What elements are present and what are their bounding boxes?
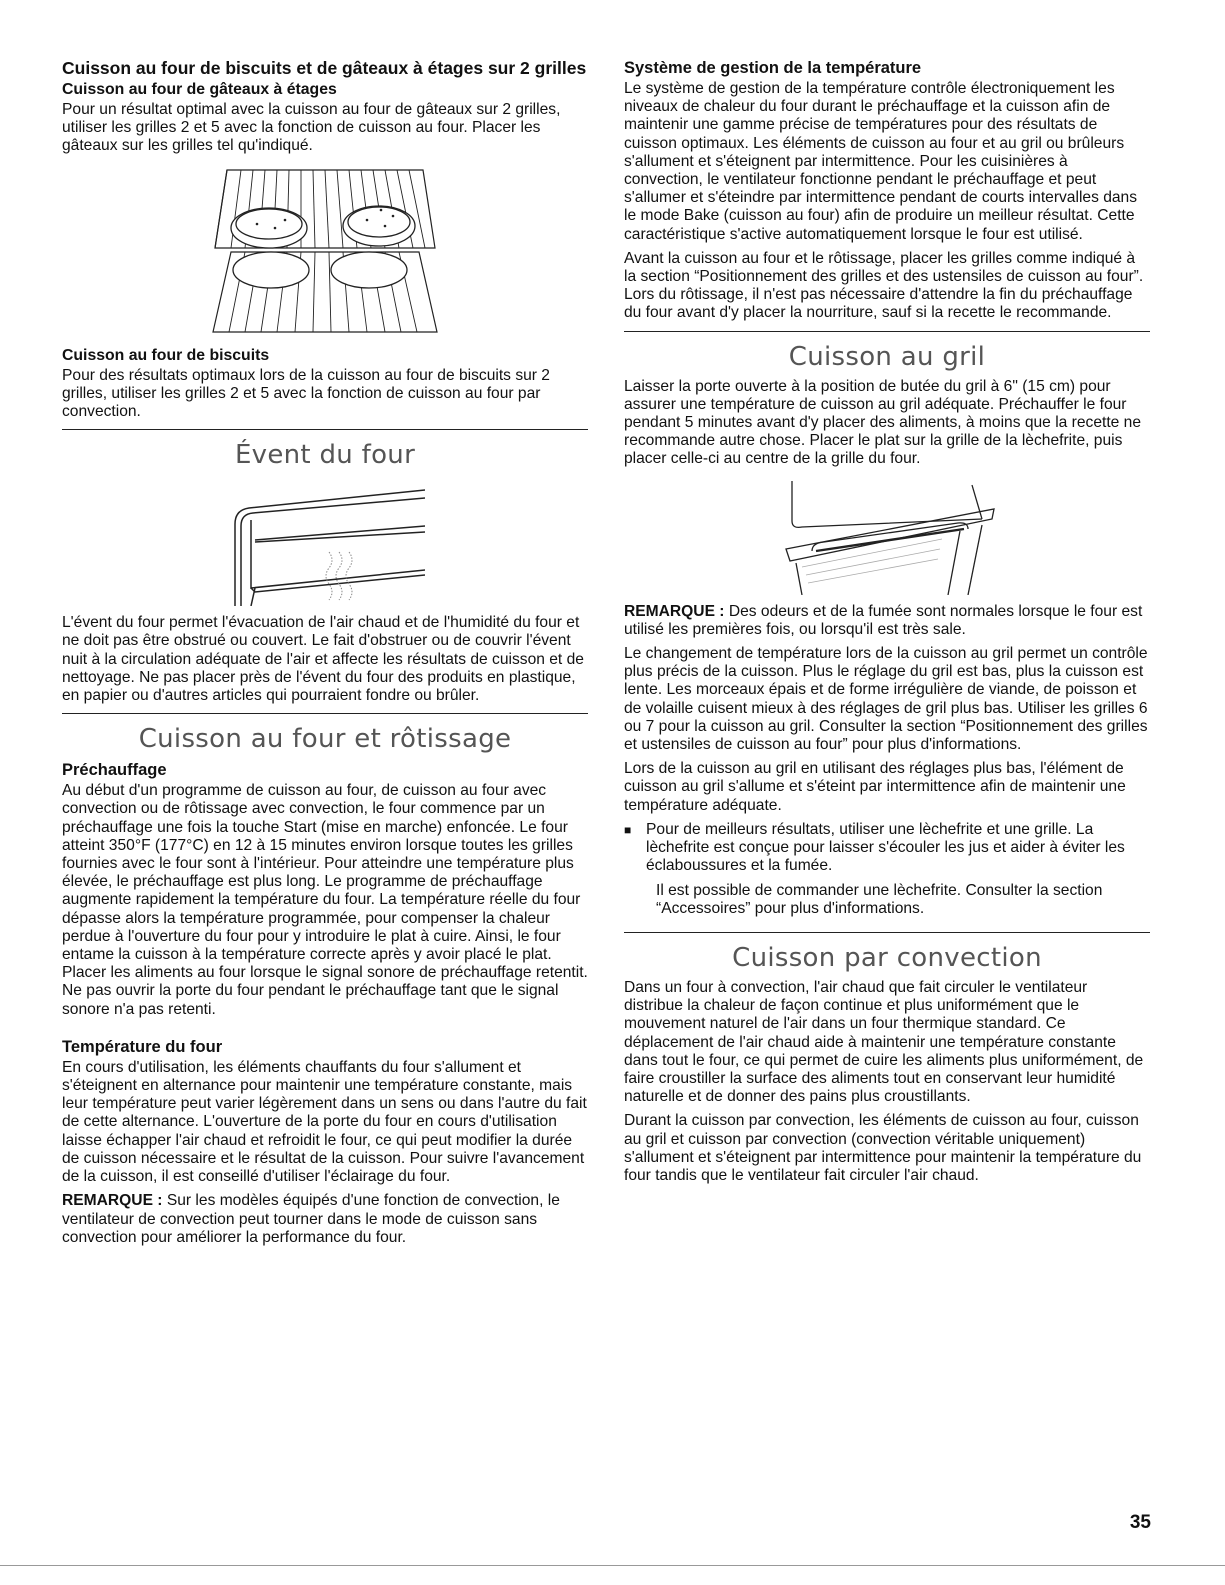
section-title-baking-roasting: Cuisson au four et rôtissage — [138, 724, 512, 755]
oven-vent-illustration — [225, 480, 425, 606]
para-broiling-3: Lors de la cuisson au gril en utilisant des réglages plus bas, l'élément de cuisson au gril s'allume et s'éteint par intermittence afin de maintenir une température adéquate. — [624, 760, 1126, 814]
heading-multi-rack-baking: Cuisson au four de biscuits et de gâteaux à étages sur 2 grilles — [62, 58, 587, 78]
divider — [624, 932, 1150, 933]
para-oven-temperature: En cours d'utilisation, les éléments chauffants du four s'allument et s'éteignent en alternance pour maintenir une température constante, mais leur température peut varier légèrement dans un sens ou dans l'autre du fait de cette alternance. L'ouverture de la porte du four en cours d'utilisation laisse échapper l'air chaud et refroidit le four, ce qui peut modifier la durée de cuisson nécessaire et le résultat de la cuisson. Pour suivre l'avancement de la cuisson, il est conseillé d'utiliser l'éclairage du four. — [62, 1058, 587, 1186]
bullet-text: Pour de meilleurs résultats, utiliser une lèchefrite et une grille. La lèchefrite est conçue pour laisser s'écouler les jus et aider à éviter les éclaboussures et la fumée. — [646, 820, 1125, 875]
section-title-broiling: Cuisson au gril — [788, 341, 986, 372]
para-broiling-2: Le changement de température lors de la cuisson au gril permet un contrôle plus précis de la cuisson. Plus le réglage du gril est bas, plus la cuisson est lente. Les morceaux épais et de forme irrégulière de viande, de poisson et de volaille cuisent mieux à des réglages de gril plus bas. Utiliser les grilles 6 ou 7 pour la cuisson au gril. Consulter la section “Positionnement des grilles et ustensiles de cuisson au four” pour plus d'informations. — [624, 645, 1148, 754]
layer-cakes-rack-illustration — [209, 166, 441, 338]
page-bottom-rule — [0, 1565, 1225, 1566]
heading-temperature-management: Système de gestion de la température — [624, 59, 922, 77]
list-item — [624, 821, 1150, 882]
left-column — [62, 58, 588, 1253]
note-oven-temperature — [62, 1192, 588, 1247]
heading-oven-temperature: Température du four — [62, 1037, 223, 1056]
note-label: REMARQUE : — [624, 602, 725, 620]
heading-preheating: Préchauffage — [62, 761, 167, 780]
para-cookies: Pour des résultats optimaux lors de la cuisson au four de biscuits sur 2 grilles, utiliser les grilles 2 et 5 avec la fonction de cuisson au four par convection. — [62, 366, 550, 421]
divider — [624, 331, 1150, 332]
section-title-oven-vent: Évent du four — [234, 440, 416, 471]
bullet-square-icon: ■ — [624, 822, 632, 837]
broil-door-stop-illustration — [772, 479, 1002, 595]
para-convection-2: Durant la cuisson par convection, les éléments de cuisson au four, cuisson au gril et cuisson par convection (convection véritable uniquement) s'allument et s'éteignent par intermittence pour maintenir la température du four tandis que le ventilateur fait circuler l'air chaud. — [624, 1112, 1142, 1184]
para-layer-cakes: Pour un résultat optimal avec la cuisson au four de gâteaux sur 2 grilles, utiliser les grilles 2 et 5 avec la fonction de cuisson au four. Placer les gâteaux sur les grilles tel qu'indiqué. — [62, 101, 561, 155]
section-title-convection: Cuisson par convection — [732, 942, 1042, 973]
para-preheating: Au début d'un programme de cuisson au four, de cuisson au four avec convection ou de rôtissage avec convection, le four commence par un préchauffage une fois la touche Start (mise en marche) enfoncée. Le four atteint 350°F (177°C) en 12 à 15 minutes environ lorsque toutes les grilles fournies avec le four sont à l'intérieur. Pour atteindre une température plus élevée, le préchauffage est plus long. Le programme de préchauffage augmente rapidement la température du four. La température réelle du four dépasse alors la température programmée, pour compenser la chaleur perdue à l'ouverture du four pour y introduire le plat à cuire. Ainsi, le four entame la cuisson à la température correcte après y avoir placé le plat. Placer les aliments au four lorsque le signal sonore de préchauffage retentit. Ne pas ouvrir la porte du four pendant le préchauffage tant que le signal sonore n'a pas retenti. — [62, 782, 588, 1018]
para-oven-vent: L'évent du four permet l'évacuation de l'air chaud et de l'humidité du four et ne doit pas être obstrué ou couvert. Le fait d'obstruer ou de couvrir l'évent nuit à la circulation adéquate de l'air et affecte les résultats de cuisson et de nettoyage. Ne pas placer près de l'évent du four des produits en plastique, en papier ou d'autres articles qui pourraient fondre ou brûler. — [62, 614, 584, 705]
para-broiling-1: Laisser la porte ouverte à la position de butée du gril à 6" (15 cm) pour assurer une température de cuisson au gril adéquate. Préchauffer le four pendant 5 minutes avant d'y placer des aliments, à moins que la recette ne recommande autre chose. Placer le plat sur la grille de la lèchefrite, puis placer celle-ci au centre de la grille du four. — [624, 377, 1142, 468]
para-convection-1: Dans un four à convection, l'air chaud que fait circuler le ventilateur distribue la chaleur de façon continue et plus uniformément que le mouvement naturel de l'air dans un four thermique standard. Ce déplacement de l'air chaud aide à maintenir une température constante dans tout le four, ce qui permet de cuire les aliments plus uniformément, de faire croustiller la surface des aliments tout en conservant leur humidité naturelle et de donner des pains plus croustillants. — [624, 978, 1144, 1106]
divider — [62, 429, 588, 430]
note-label: REMARQUE : — [62, 1192, 163, 1210]
note-text: Sur les modèles équipés d'une fonction de convection, le ventilateur de convection peut tourner dans le mode de cuisson sans convection pour améliorer la performance du four. — [62, 1192, 560, 1246]
heading-cookies: Cuisson au four de biscuits — [62, 346, 270, 364]
note-text: Des odeurs et de la fumée sont normales lorsque le four est utilisé les premières fois, ou lorsqu'il est très sale. — [624, 602, 1143, 638]
divider — [62, 713, 588, 714]
para-temperature-management-2: Avant la cuisson au four et le rôtissage, placer les grilles comme indiqué à la section “Positionnement des grilles et des ustensiles de cuisson au four”. Lors du rôtissage, il n'est pas nécessaire d'attendre la fin du préchauffage du four avant d'y placer la nourriture, sauf si la recette le recommande. — [624, 249, 1144, 322]
para-broiler-pan-order: Il est possible de commander une lèchefrite. Consulter la section “Accessoires” pour plus d'informations. — [656, 881, 1103, 917]
para-temperature-management-1: Le système de gestion de la température contrôle électroniquement les niveaux de chaleur du four durant le préchauffage et la cuisson afin de maintenir une gamme précise de températures pour des résultats de cuisson optimaux. Les éléments de cuisson au four et au gril ou brûleurs s'allument et s'éteignent par intermittence. Pour les cuisinières à convection, le ventilateur fonctionne pendant le préchauffage et peut s'allumer et s'éteindre par intermittence pendant de courts intervalles dans le mode Bake (cuisson au four) afin de produire un meilleur résultat. Cette caractéristique s'active automatiquement lorsque le four est utilisé. — [624, 80, 1138, 243]
note-broiling — [624, 603, 1150, 639]
right-column — [624, 58, 1150, 1191]
page-number: 35 — [1129, 1512, 1151, 1533]
heading-layer-cakes: Cuisson au four de gâteaux à étages — [62, 81, 337, 98]
